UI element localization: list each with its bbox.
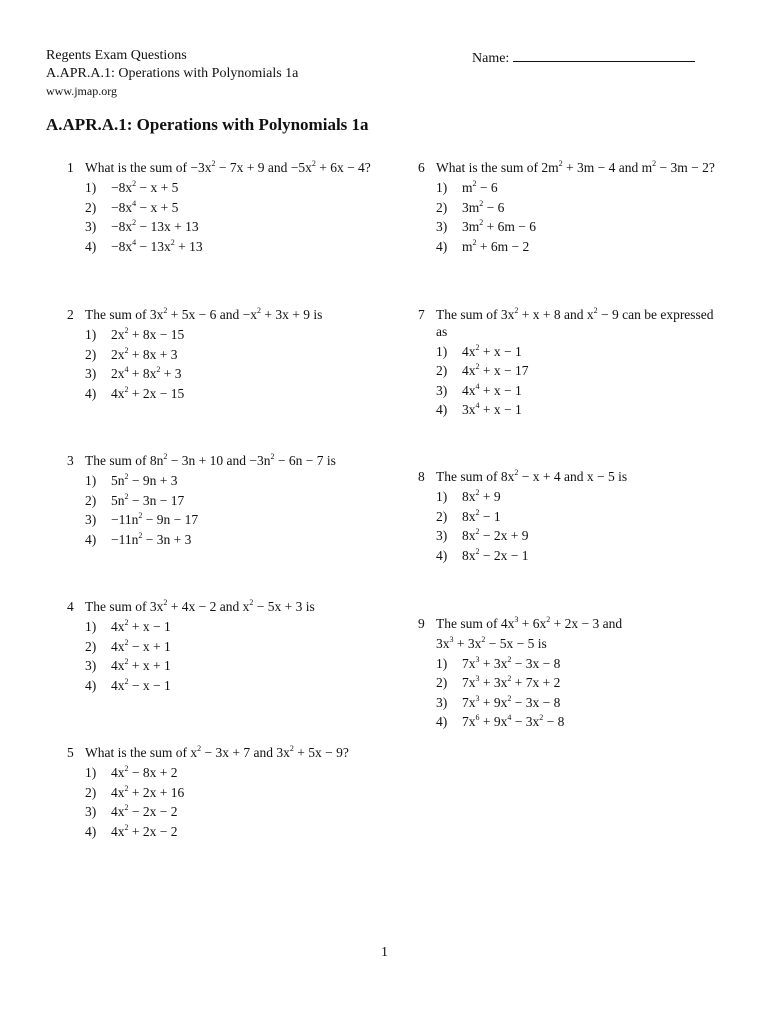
choice-3[interactable]: 3) $4x^4 + x - 1$ <box>436 381 522 398</box>
question-3 <box>67 451 397 561</box>
question-stem-line-2: as <box>436 324 448 339</box>
question-stem: What is the sum of $2m^2 + 3m - 4$ and $m^2 - 3m - 2$? <box>436 158 715 175</box>
question-number: 1 <box>67 160 74 175</box>
question-number: 8 <box>418 469 425 484</box>
question-stem: The sum of $3x^2 + x + 8$ and $x^2 - 9$ can be expressed <box>436 305 714 322</box>
choice-2[interactable]: 2) $8x^2 - 1$ <box>436 507 501 524</box>
question-number: 3 <box>67 453 74 468</box>
choice-4[interactable]: $4) -11n^2 - 3n + 3$ <box>85 530 192 547</box>
choice-4[interactable]: 4) $3x^4 + x - 1$ <box>436 400 522 417</box>
choice-4[interactable]: 4) $4x^2 + 2x - 15$ <box>85 384 185 401</box>
question-stem: The sum of $3x^2 + 4x - 2$ and $x^2 - 5x + 3$ is <box>85 597 315 614</box>
choice-4[interactable]: 4) $4x^2 - x - 1$ <box>85 676 171 693</box>
question-number: 5 <box>67 745 74 760</box>
choice-4[interactable]: 4) $7x^6 + 9x^4 - 3x^2 - 8$ <box>436 712 565 729</box>
header-line-3: www.jmap.org <box>46 84 117 98</box>
page-title: A.APR.A.1: Operations with Polynomials 1a <box>46 115 369 134</box>
header-line-1: Regents Exam Questions <box>46 48 187 63</box>
choice-1[interactable]: 1) $2x^2 + 8x - 15$ <box>85 325 185 342</box>
choice-3[interactable]: 3) $4x^2 + x + 1$ <box>85 656 171 673</box>
choice-2[interactable]: $2) -8x^4 - x + 5$ <box>85 198 179 215</box>
choice-1[interactable]: 1) $4x^2 - 8x + 2$ <box>85 763 178 780</box>
question-2 <box>67 305 397 415</box>
question-stem-line-2: $3x^3 + 3x^2 - 5x - 5$ is <box>436 634 547 651</box>
choice-1[interactable]: 1) $7x^3 + 3x^2 - 3x - 8$ <box>436 654 561 671</box>
choice-2[interactable]: 2) $7x^3 + 3x^2 + 7x + 2$ <box>436 673 561 690</box>
question-number: 2 <box>67 307 74 322</box>
choice-1[interactable]: 1) $4x^2 + x - 1$ <box>85 617 171 634</box>
question-stem: The sum of $3x^2 + 5x - 6$ and $-x^2 + 3x + 9$ is <box>85 305 323 322</box>
question-number: 9 <box>418 616 425 631</box>
choice-3[interactable]: 3) $7x^3 + 9x^2 - 3x - 8$ <box>436 693 561 710</box>
question-number: 7 <box>418 307 425 322</box>
choice-3[interactable]: 3) $2x^4 + 8x^2 + 3$ <box>85 364 182 381</box>
choice-4[interactable]: 4) $m^2 + 6m - 2$ <box>436 237 530 254</box>
choice-1[interactable]: 1) $8x^2 + 9$ <box>436 487 501 504</box>
choice-1[interactable]: $1) -8x^2 - x + 5$ <box>85 178 179 195</box>
question-5 <box>67 743 397 853</box>
choice-1[interactable]: 1) $m^2 - 6$ <box>436 178 498 195</box>
name-field[interactable] <box>472 47 695 68</box>
choice-2[interactable]: 2) $5n^2 - 3n - 17$ <box>85 491 185 508</box>
choice-3[interactable]: 3) $8x^2 - 2x + 9$ <box>436 526 529 543</box>
choice-2[interactable]: 2) $4x^2 + x - 17$ <box>436 361 529 378</box>
question-number: 6 <box>418 160 425 175</box>
choice-2[interactable]: 2) $3m^2 - 6$ <box>436 198 505 215</box>
question-7 <box>418 305 748 430</box>
choice-1[interactable]: 1) $4x^2 + x - 1$ <box>436 342 522 359</box>
question-number: 4 <box>67 599 74 614</box>
question-6 <box>418 158 748 268</box>
choice-4[interactable]: 4) $8x^2 - 2x - 1$ <box>436 546 529 563</box>
question-stem: What is the sum of $-3x^2 - 7x + 9$ and $-5x^2 + 6x - 4$? <box>85 158 371 175</box>
header-line-2: A.APR.A.1: Operations with Polynomials 1a <box>46 66 299 81</box>
question-stem: The sum of $8x^2 - x + 4$ and x − 5 is <box>436 467 628 484</box>
choice-2[interactable]: 2) $4x^2 - x + 1$ <box>85 637 171 654</box>
choice-1[interactable]: 1) $5n^2 - 9n + 3$ <box>85 471 178 488</box>
choice-3[interactable]: $3) -8x^2 - 13x + 13$ <box>85 217 199 234</box>
page-number: 1 <box>381 945 388 960</box>
choice-3[interactable]: 3) $3m^2 + 6m - 6$ <box>436 217 536 234</box>
choice-3[interactable]: $3) -11n^2 - 9n - 17$ <box>85 510 199 527</box>
question-stem: What is the sum of $x^2 - 3x + 7$ and $3x^2 + 5x - 9$? <box>85 743 349 760</box>
name-label: Name: <box>472 51 510 66</box>
question-stem: The sum of $8n^2 - 3n + 10$ and $-3n^2 - 6n - 7$ is <box>85 451 336 468</box>
choice-4[interactable]: $4) -8x^4 - 13x^2 + 13$ <box>85 237 203 254</box>
choice-3[interactable]: 3) $4x^2 - 2x - 2$ <box>85 802 178 819</box>
question-4 <box>67 597 397 707</box>
choice-2[interactable]: 2) $2x^2 + 8x + 3$ <box>85 345 178 362</box>
question-9 <box>418 614 748 739</box>
question-8 <box>418 467 748 577</box>
question-1 <box>67 158 397 268</box>
question-stem: The sum of $4x^3 + 6x^2 + 2x - 3$ and <box>436 614 623 631</box>
name-blank-line[interactable] <box>513 47 695 62</box>
choice-4[interactable]: 4) $4x^2 + 2x - 2$ <box>85 822 178 839</box>
choice-2[interactable]: 2) $4x^2 + 2x + 16$ <box>85 783 185 800</box>
